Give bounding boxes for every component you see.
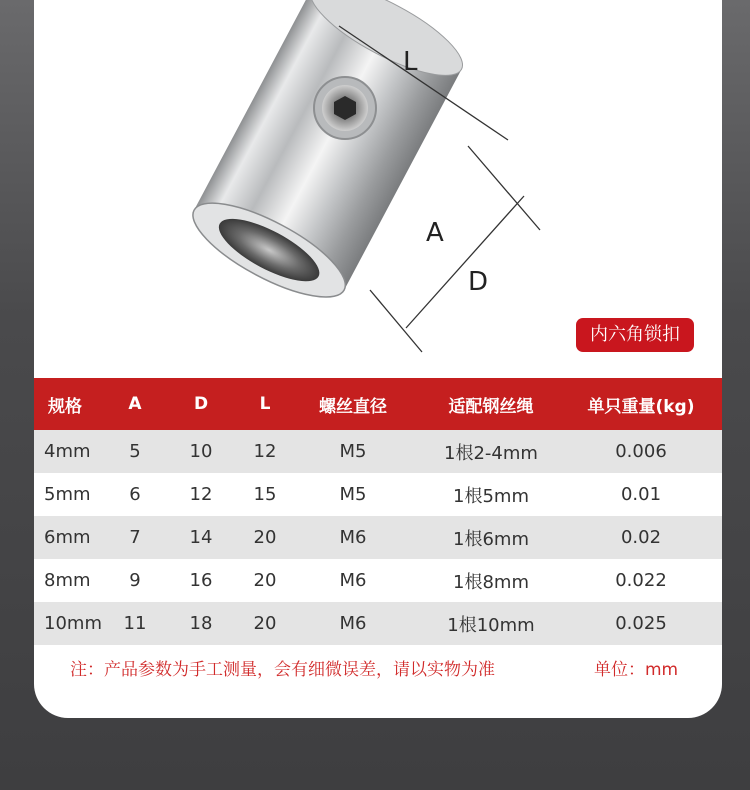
cell-a: 7 xyxy=(129,527,141,548)
dimension-label-d: D xyxy=(468,267,489,297)
unit-label: 单位：mm xyxy=(594,660,679,680)
measurement-disclaimer: 注：产品参数为手工测量，会有细微误差，请以实物为准 xyxy=(70,660,495,680)
cell-screw: M5 xyxy=(339,441,367,462)
table-row xyxy=(34,559,722,602)
cell-screw: M5 xyxy=(339,484,367,505)
measurement-note xyxy=(34,650,722,690)
cell-l: 20 xyxy=(253,527,277,548)
cell-screw: M6 xyxy=(339,613,367,634)
table-row xyxy=(34,602,722,645)
product-card xyxy=(34,0,722,718)
cell-wire: 1根2-4mm xyxy=(444,442,538,464)
header-screw-diameter: 螺丝直径 xyxy=(319,396,387,417)
cell-d: 14 xyxy=(189,527,213,548)
cell-wire: 1根5mm xyxy=(453,485,529,507)
cell-l: 20 xyxy=(253,570,277,591)
cell-weight: 0.006 xyxy=(615,441,667,462)
cell-wire: 1根8mm xyxy=(453,571,529,593)
spec-table-header xyxy=(34,378,722,430)
header-l: L xyxy=(259,394,271,414)
cell-a: 5 xyxy=(129,441,141,462)
cell-d: 10 xyxy=(189,441,213,462)
cell-spec: 4mm xyxy=(44,441,91,462)
cell-d: 12 xyxy=(189,484,213,505)
cell-wire: 1根6mm xyxy=(453,528,529,550)
dimension-label-l: L xyxy=(403,47,418,77)
cell-d: 18 xyxy=(189,613,213,634)
cell-weight: 0.01 xyxy=(620,484,662,505)
cell-screw: M6 xyxy=(339,570,367,591)
cell-l: 20 xyxy=(253,613,277,634)
spec-table xyxy=(34,378,722,645)
hex-socket-screw-icon xyxy=(314,77,376,139)
cell-screw: M6 xyxy=(339,527,367,548)
table-row xyxy=(34,430,722,473)
cell-l: 12 xyxy=(253,441,277,462)
cell-l: 15 xyxy=(253,484,277,505)
cell-weight: 0.025 xyxy=(615,613,667,634)
header-spec: 规格 xyxy=(48,396,82,417)
cell-spec: 10mm xyxy=(44,613,102,634)
header-a: A xyxy=(128,394,142,414)
header-d: D xyxy=(193,394,209,414)
cell-wire: 1根10mm xyxy=(447,614,535,636)
cell-a: 9 xyxy=(129,570,141,591)
dimension-label-a: A xyxy=(426,218,444,248)
cell-d: 16 xyxy=(189,570,213,591)
cell-a: 6 xyxy=(129,484,141,505)
cell-spec: 6mm xyxy=(44,527,91,548)
cell-weight: 0.022 xyxy=(615,570,667,591)
lock-sleeve-body xyxy=(181,0,474,315)
cell-weight: 0.02 xyxy=(620,527,662,548)
header-wire-rope: 适配钢丝绳 xyxy=(448,396,534,417)
table-row xyxy=(34,516,722,559)
cell-a: 11 xyxy=(123,613,147,634)
cell-spec: 5mm xyxy=(44,484,91,505)
table-row xyxy=(34,473,722,516)
header-unit-weight: 单只重量(kg) xyxy=(587,396,695,417)
product-name-badge: 内六角锁扣 xyxy=(576,318,694,352)
cell-spec: 8mm xyxy=(44,570,91,591)
